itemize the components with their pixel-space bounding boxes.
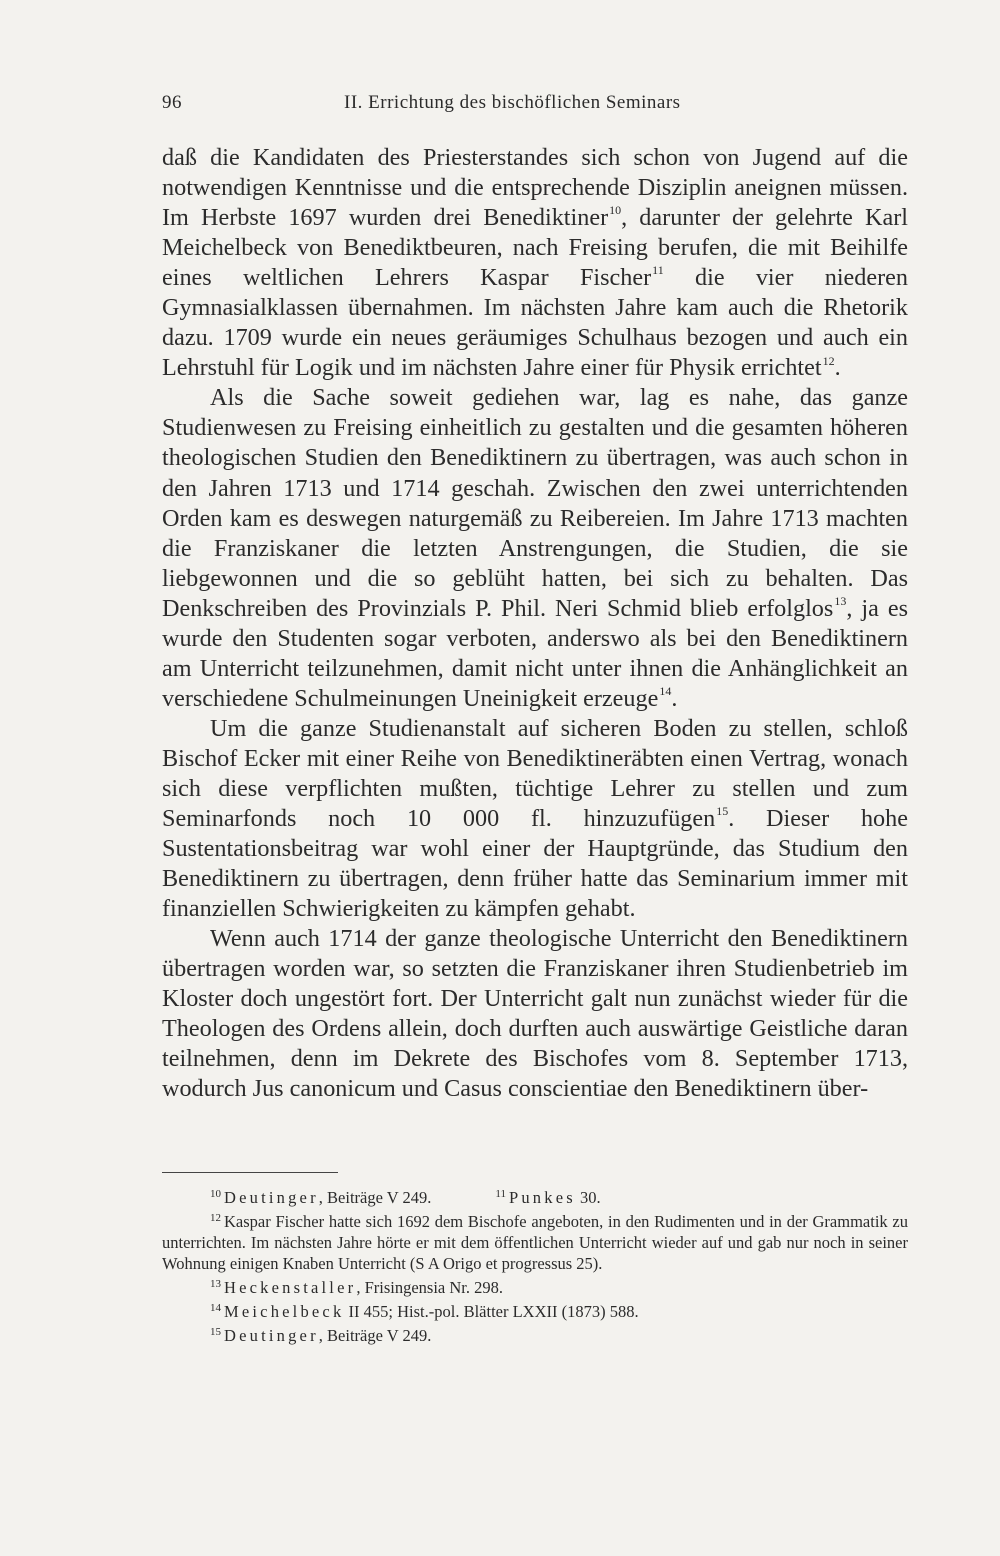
- footnote-13: [162, 1274, 908, 1298]
- body-text: [162, 143, 908, 1105]
- footnote-author: Deutinger: [224, 1326, 319, 1346]
- footnote-number: 11: [495, 1188, 506, 1200]
- text-segment: , ja es wurde den Studenten sogar verboten, anderswo als bei den Benediktinern am Unterricht teilzunehmen, damit nicht unter ihnen die Anhänglichkeit an verschiedene Schulmeinungen Uneinigkeit erzeuge: [162, 594, 909, 712]
- text-segment: .: [834, 354, 841, 382]
- footnote-number: 15: [210, 1326, 221, 1339]
- text-segment: Um die ganze Studienanstalt auf sicheren Boden zu stellen, schloß Bischof Ecker mit einer Reihe von Benediktineräbten einen Vertrag, wonach sich diese verpflichten mußten, tüchtige Lehrer zu stellen und zum Seminarfonds noch 10 000 fl. hinzuzufügen: [162, 714, 908, 833]
- text-segment: .: [671, 684, 678, 712]
- footnote-text: 30.: [575, 1188, 601, 1208]
- footnote-text: , Beiträge V 249.: [318, 1326, 432, 1346]
- footnote-author: Meichelbeck: [224, 1302, 345, 1322]
- paragraph-2: [162, 383, 908, 714]
- footnote-divider: [162, 1172, 338, 1173]
- paragraph-4: [162, 924, 908, 1104]
- footnote-text: , Beiträge V 249.: [318, 1188, 432, 1208]
- footnote-number: 10: [210, 1188, 221, 1200]
- footnote-10-11: [162, 1184, 908, 1208]
- footnote-text: II 455; Hist.-pol. Blätter LXXII (1873) 588.: [344, 1302, 639, 1322]
- footnote-number: 14: [210, 1302, 221, 1315]
- paragraph-1: [162, 143, 908, 383]
- footnotes: [162, 1184, 908, 1346]
- footnote-author: Punkes: [508, 1188, 576, 1208]
- text-segment: die vier niederen Gymnasialklassen übernahmen. Im nächsten Jahre kam auch die Rhetorik dazu. 1709 wurde ein neues geräumiges Schulhaus bezogen und auch ein Lehrstuhl für Logik und im nächsten Jahre einer für Physik errichtet: [162, 264, 908, 382]
- running-title: II. Errichtung des bischöflichen Seminars: [344, 92, 681, 113]
- text-segment: , darunter der gelehrte Karl Meichelbeck von Benediktbeuren, nach Freising berufen, die mit Beihilfe eines weltlichen Lehrers Kaspar Fischer: [162, 204, 908, 292]
- footnote-author: Heckenstaller: [224, 1278, 357, 1298]
- footnote-15: [162, 1322, 908, 1346]
- footnote-12: [162, 1208, 908, 1274]
- footnote-text: , Frisingensia Nr. 298.: [356, 1278, 503, 1298]
- text-segment: Als die Sache soweit gediehen war, lag es nahe, das ganze Studienwesen zu Freising einheitlich zu gestalten und die gesamten höheren theologischen Studien den Benediktinern zu übertragen, was auch schon in den Jahren 1713 und 1714 geschah. Zwischen den zwei unterrichtenden Orden kam es deswegen naturgemäß zu Reibereien. Im Jahre 1713 machten die Franziskaner die letzten Anstrengungen, die Studien, die sie liebgewonnen und die so geblüht hatten, bei sich zu behalten. Das Denkschreiben des Provinzials P. Phil. Neri Schmid blieb erfolglos: [162, 384, 908, 622]
- footnote-ref-10[interactable]: 10: [609, 203, 622, 218]
- footnote-author: Deutinger: [224, 1188, 319, 1208]
- page-header: [162, 92, 908, 120]
- footnote-ref-13[interactable]: 13: [834, 593, 847, 608]
- footnote-ref-14[interactable]: 14: [659, 684, 672, 699]
- footnote-ref-11[interactable]: 11: [652, 263, 664, 278]
- page-number: 96: [162, 92, 182, 113]
- footnote-ref-15[interactable]: 15: [716, 804, 729, 819]
- text-segment: . Dieser hohe Sustentationsbeitrag war wohl einer der Hauptgründe, das Studium den Benediktinern zu übertragen, denn früher hatte das Seminarium immer mit finanziellen Schwierigkeiten zu kämpfen gehabt.: [162, 805, 908, 923]
- text-segment: daß die Kandidaten des Priesterstandes sich schon von Jugend auf die notwendigen Kenntnisse und die entsprechende Disziplin aneignen müssen. Im Herbste 1697 wurden drei Benediktiner: [162, 144, 908, 232]
- footnote-14: [162, 1298, 908, 1322]
- footnote-number: 13: [210, 1278, 221, 1291]
- text-segment: Wenn auch 1714 der ganze theologische Unterricht den Benediktinern übertragen worden war, so setzten die Franziskaner ihren Studienbetrieb im Kloster doch ungestört fort. Der Unterricht galt nun zunächst wieder für die Theologen des Ordens allein, doch durften auch auswärtige Geistliche daran teilnehmen, denn im Dekrete des Bischofes vom 8. September 1713, wodurch Jus canonicum und Casus conscientiae den Benediktinern über-: [162, 925, 908, 1103]
- footnote-ref-12[interactable]: 12: [822, 353, 835, 368]
- footnote-number: 12: [210, 1212, 221, 1225]
- footnote-text: Kaspar Fischer hatte sich 1692 dem Bischofe angeboten, in den Rudimenten und in der Grammatik zu unterrichten. Im nächsten Jahre hörte er mit dem öffentlichen Unterricht wieder auf und gab nur noch in seiner Wohnung einigen Knaben Unterricht (S A Origo et progressus 25).: [162, 1212, 908, 1274]
- paragraph-3: [162, 714, 908, 924]
